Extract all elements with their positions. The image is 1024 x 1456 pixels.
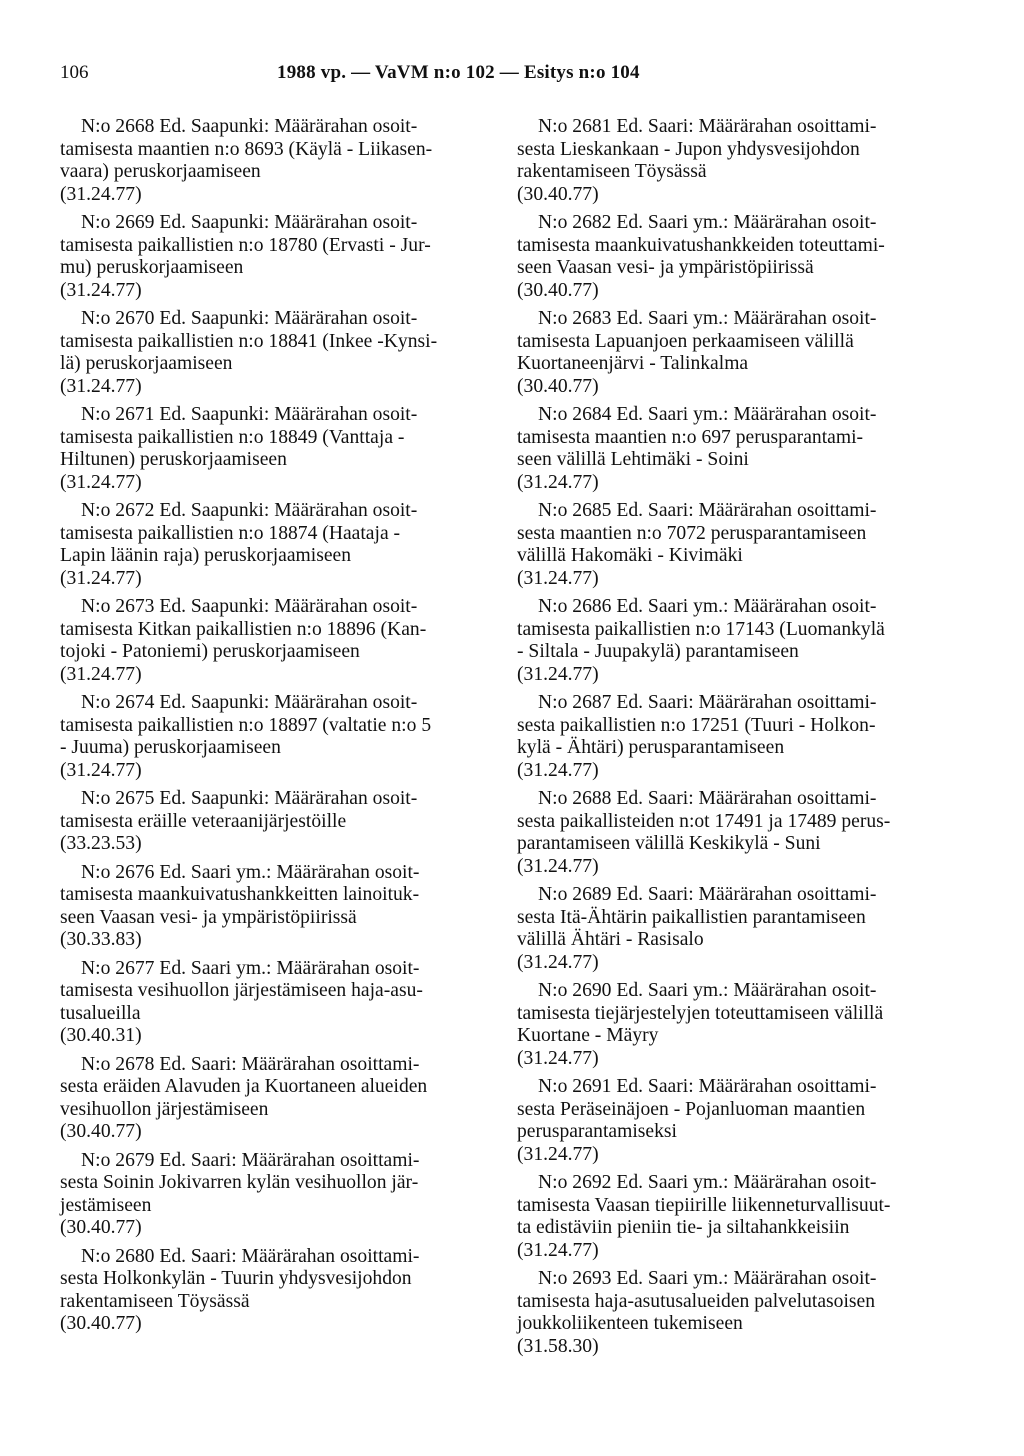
entry-line: N:o 2682 Ed. Saari ym.: Määrärahan osoit- [538, 212, 877, 233]
entry-line: N:o 2668 Ed. Saapunki: Määrärahan osoit- [81, 116, 418, 137]
entry-line: seen Vaasan vesi- ja ympäristöpiirissä [517, 257, 814, 278]
motion-entry [517, 116, 949, 206]
entry-line: sesta paikallisteiden n:ot 17491 ja 17489 perus- [517, 810, 891, 832]
budget-item-code: (33.23.53) [60, 833, 142, 854]
entry-line: tamisesta maankuivatushankkeitten lainoituk- [60, 884, 420, 905]
motion-entry [60, 212, 492, 302]
entry-line: tamisesta Vaasan tiepiirille liikenneturvallisuut- [517, 1194, 891, 1216]
motion-entry [517, 884, 949, 974]
budget-item-code: (30.33.83) [60, 929, 142, 950]
motion-entry [60, 404, 492, 494]
entry-line: sesta maantien n:o 7072 perusparantamiseen [517, 522, 867, 544]
motion-entry [60, 500, 492, 590]
entry-line: rakentamiseen Töysässä [60, 1290, 250, 1312]
entry-line: N:o 2681 Ed. Saari: Määrärahan osoittami- [538, 116, 877, 137]
entry-line: Kuortaneenjärvi - Talinkalma [517, 353, 749, 374]
entry-line: N:o 2685 Ed. Saari: Määrärahan osoittami- [538, 500, 877, 521]
budget-item-code: (30.40.77) [517, 183, 599, 205]
entry-line: N:o 2686 Ed. Saari ym.: Määrärahan osoit- [538, 596, 877, 617]
entry-line: kylä - Ähtäri) perusparantamiseen [517, 737, 785, 758]
entry-line: sesta Lieskankaan - Jupon yhdysvesijohdon [517, 138, 860, 160]
budget-item-code: (31.24.77) [60, 471, 142, 493]
entry-line: tamisesta vesihuollon järjestämiseen haja-asu- [60, 980, 423, 1001]
budget-item-code: (31.24.77) [517, 567, 599, 589]
entry-line: N:o 2693 Ed. Saari ym.: Määrärahan osoit- [538, 1268, 877, 1289]
left-column [60, 116, 492, 1342]
budget-item-code: (30.40.77) [60, 1217, 142, 1238]
budget-item-code: (31.24.77) [517, 1239, 599, 1261]
entry-line: N:o 2688 Ed. Saari: Määrärahan osoittami- [538, 788, 877, 809]
entry-line: tojoki - Patoniemi) peruskorjaamiseen [60, 641, 360, 662]
entry-line: Kuortane - Mäyry [517, 1025, 659, 1046]
entry-line: vaara) peruskorjaamiseen [60, 161, 261, 182]
motion-entry [517, 212, 949, 302]
entry-line: tamisesta maankuivatushankkeiden toteuttami- [517, 234, 885, 256]
entry-line: N:o 2669 Ed. Saapunki: Määrärahan osoit- [81, 212, 418, 233]
entry-line: N:o 2683 Ed. Saari ym.: Määrärahan osoit- [538, 308, 877, 329]
entry-line: tamisesta paikallistien n:o 17143 (Luomankylä [517, 618, 885, 640]
motion-entry [60, 116, 492, 206]
budget-item-code: (30.40.77) [517, 375, 599, 397]
entry-line: tusalueilla [60, 1002, 141, 1024]
entry-line: tamisesta paikallistien n:o 18897 (valtatie n:o 5 [60, 714, 432, 736]
entry-line: sesta paikallistien n:o 17251 (Tuuri - Holkon- [517, 714, 876, 736]
right-column [517, 116, 949, 1364]
motion-entry [60, 1246, 492, 1336]
entry-line: tamisesta Lapuanjoen perkaamiseen välillä [517, 330, 854, 352]
entry-line: tamisesta paikallistien n:o 18841 (Inkee -Kynsi- [60, 330, 438, 352]
entry-line: N:o 2673 Ed. Saapunki: Määrärahan osoit- [81, 596, 418, 617]
entry-line: sesta Holkonkylän - Tuurin yhdysvesijohdon [60, 1268, 412, 1289]
budget-item-code: (31.58.30) [517, 1335, 599, 1357]
entry-line: tamisesta eräille veteraanijärjestöille [60, 810, 347, 832]
entry-line: ta edistäviin pieniin tie- ja siltahankkeisiin [517, 1217, 850, 1238]
entry-line: Hiltunen) peruskorjaamiseen [60, 449, 287, 470]
entry-line: tamisesta paikallistien n:o 18780 (Ervasti - Jur- [60, 234, 431, 256]
entry-line: N:o 2689 Ed. Saari: Määrärahan osoittami- [538, 884, 877, 905]
budget-item-code: (31.24.77) [517, 1143, 599, 1165]
entry-line: parantamiseen välillä Keskikylä - Suni [517, 833, 821, 854]
motion-entry [60, 862, 492, 952]
entry-line: mu) peruskorjaamiseen [60, 257, 244, 278]
motion-entry [60, 1150, 492, 1240]
motion-entry [60, 596, 492, 686]
entry-line: N:o 2671 Ed. Saapunki: Määrärahan osoit- [81, 404, 418, 425]
entry-line: N:o 2670 Ed. Saapunki: Määrärahan osoit- [81, 308, 418, 329]
motion-entry [60, 958, 492, 1048]
entry-line: sesta eräiden Alavuden ja Kuortaneen alueiden [60, 1076, 428, 1097]
entry-line: N:o 2678 Ed. Saari: Määrärahan osoittami- [81, 1053, 420, 1075]
entry-line: sesta Soinin Jokivarren kylän vesihuollon jär- [60, 1172, 419, 1193]
budget-item-code: (30.40.77) [60, 1313, 142, 1334]
entry-line: jestämiseen [60, 1194, 152, 1216]
entry-line: tamisesta paikallistien n:o 18849 (Vanttaja - [60, 426, 405, 448]
motion-entry [517, 788, 949, 878]
budget-item-code: (31.24.77) [60, 759, 142, 781]
budget-item-code: (31.24.77) [60, 375, 142, 397]
budget-item-code: (30.40.77) [60, 1121, 142, 1142]
motion-entry [517, 1268, 949, 1358]
running-head: 1988 vp. — VaVM n:o 102 — Esitys n:o 104 [277, 62, 640, 83]
motion-entry [60, 788, 492, 856]
entry-line: N:o 2676 Ed. Saari ym.: Määrärahan osoit- [81, 861, 420, 883]
motion-entry [517, 308, 949, 398]
budget-item-code: (31.24.77) [517, 663, 599, 685]
entry-line: tamisesta paikallistien n:o 18874 (Haataja - [60, 522, 401, 544]
budget-item-code: (31.24.77) [517, 951, 599, 973]
budget-item-code: (31.24.77) [517, 759, 599, 781]
entry-line: N:o 2692 Ed. Saari ym.: Määrärahan osoit- [538, 1172, 877, 1193]
entry-line: tamisesta maantien n:o 697 perusparantami- [517, 426, 864, 448]
entry-line: N:o 2672 Ed. Saapunki: Määrärahan osoit- [81, 500, 418, 521]
entry-line: tamisesta haja-asutusalueiden palvelutasoisen [517, 1290, 876, 1312]
motion-entry [60, 1054, 492, 1144]
entry-line: seen Vaasan vesi- ja ympäristöpiirissä [60, 906, 357, 928]
entry-line: N:o 2679 Ed. Saari: Määrärahan osoittami- [81, 1149, 420, 1171]
entry-line: vesihuollon järjestämiseen [60, 1098, 269, 1120]
entry-line: N:o 2691 Ed. Saari: Määrärahan osoittami- [538, 1076, 877, 1097]
motion-entry [517, 500, 949, 590]
entry-line: välillä Ähtäri - Rasisalo [517, 929, 704, 950]
budget-item-code: (31.24.77) [60, 183, 142, 205]
budget-item-code: (31.24.77) [60, 567, 142, 589]
entry-line: perusparantamiseksi [517, 1121, 677, 1142]
budget-item-code: (31.24.77) [517, 471, 599, 493]
entry-line: sesta Itä-Ähtärin paikallistien parantamiseen [517, 906, 866, 928]
entry-line: välillä Hakomäki - Kivimäki [517, 545, 743, 566]
entry-line: N:o 2677 Ed. Saari ym.: Määrärahan osoit- [81, 957, 420, 979]
entry-line: rakentamiseen Töysässä [517, 161, 707, 182]
entry-line: - Juuma) peruskorjaamiseen [60, 737, 281, 758]
motion-entry [60, 308, 492, 398]
budget-item-code: (30.40.77) [517, 279, 599, 301]
budget-item-code: (31.24.77) [60, 663, 142, 685]
motion-entry [517, 596, 949, 686]
motion-entry [517, 1076, 949, 1166]
entry-line: N:o 2675 Ed. Saapunki: Määrärahan osoit- [81, 788, 418, 809]
motion-entry [517, 692, 949, 782]
entry-line: seen välillä Lehtimäki - Soini [517, 449, 749, 470]
entry-line: N:o 2687 Ed. Saari: Määrärahan osoittami- [538, 692, 877, 713]
motion-entry [517, 404, 949, 494]
budget-item-code: (31.24.77) [60, 279, 142, 301]
motion-entry [60, 692, 492, 782]
budget-item-code: (31.24.77) [517, 855, 599, 877]
budget-item-code: (30.40.31) [60, 1025, 142, 1046]
motion-entry [517, 980, 949, 1070]
budget-item-code: (31.24.77) [517, 1047, 599, 1069]
entry-line: tamisesta tiejärjestelyjen toteuttamiseen välillä [517, 1002, 884, 1024]
entry-line: N:o 2680 Ed. Saari: Määrärahan osoittami- [81, 1245, 420, 1267]
page-number: 106 [60, 62, 89, 83]
entry-line: N:o 2690 Ed. Saari ym.: Määrärahan osoit- [538, 980, 877, 1001]
entry-line: N:o 2674 Ed. Saapunki: Määrärahan osoit- [81, 692, 418, 713]
motion-entry [517, 1172, 949, 1262]
entry-line: tamisesta Kitkan paikallistien n:o 18896 (Kan- [60, 618, 427, 640]
entry-line: - Siltala - Juupakylä) parantamiseen [517, 641, 799, 662]
entry-line: tamisesta maantien n:o 8693 (Käylä - Liikasen- [60, 138, 433, 160]
entry-line: N:o 2684 Ed. Saari ym.: Määrärahan osoit- [538, 404, 877, 425]
entry-line: joukkoliikenteen tukemiseen [517, 1313, 743, 1334]
entry-line: lä) peruskorjaamiseen [60, 353, 233, 374]
entry-line: sesta Peräseinäjoen - Pojanluoman maantien [517, 1098, 866, 1120]
entry-line: Lapin läänin raja) peruskorjaamiseen [60, 545, 352, 566]
